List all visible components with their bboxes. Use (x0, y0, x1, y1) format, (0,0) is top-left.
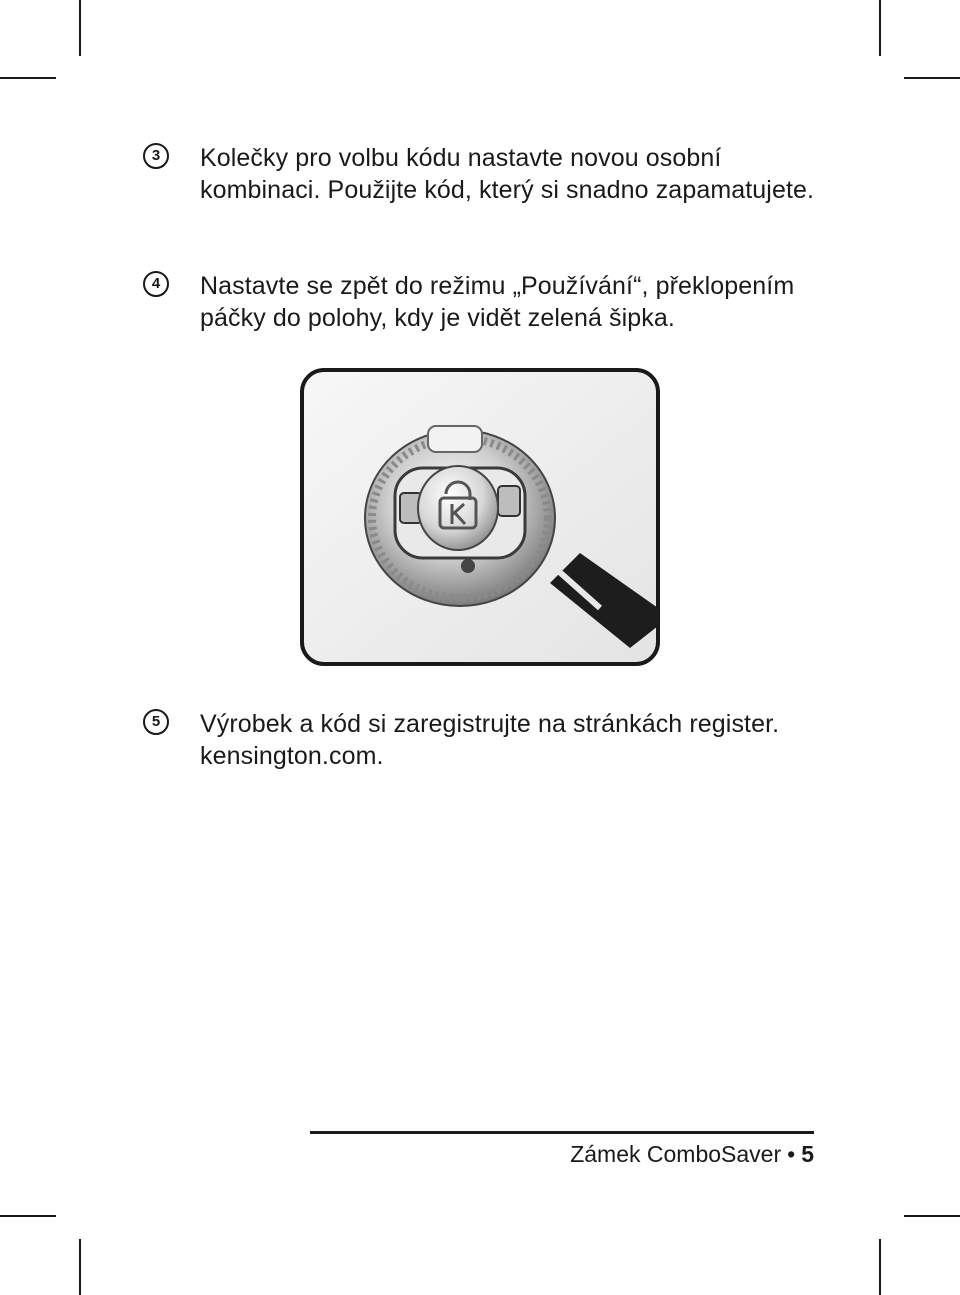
crop-mark-bottom-left-vertical (79, 1239, 81, 1295)
crop-mark-top-left-vertical (79, 0, 81, 56)
step-text: Nastavte se zpět do režimu „Používání“, překlopením páčky do polohy, kdy je vidět zelená šipka. (200, 272, 795, 332)
crop-mark-bottom-left-horizontal (0, 1215, 56, 1217)
step-number-badge: 4 (143, 271, 169, 297)
step-number-badge: 3 (143, 143, 169, 169)
crop-mark-top-right-horizontal (904, 77, 960, 79)
crop-mark-top-left-horizontal (0, 77, 56, 79)
step-text: Výrobek a kód si zaregistrujte na stránkách register. kensington.com. (200, 710, 780, 770)
footer-rule (310, 1131, 814, 1134)
crop-mark-bottom-right-vertical (879, 1239, 881, 1295)
crop-mark-bottom-right-horizontal (904, 1215, 960, 1217)
footer-product-name: Zámek ComboSaver (570, 1141, 782, 1167)
lock-photo (300, 368, 660, 666)
step-number-badge: 5 (143, 709, 169, 735)
crop-mark-top-right-vertical (879, 0, 881, 56)
page-number: 5 (801, 1141, 814, 1167)
step-text: Kolečky pro volbu kódu nastavte novou osobní kombinaci. Použijte kód, který si snadno zapamatujete. (200, 144, 815, 204)
page-footer (570, 1139, 814, 1169)
footer-bullet: • (787, 1141, 796, 1167)
